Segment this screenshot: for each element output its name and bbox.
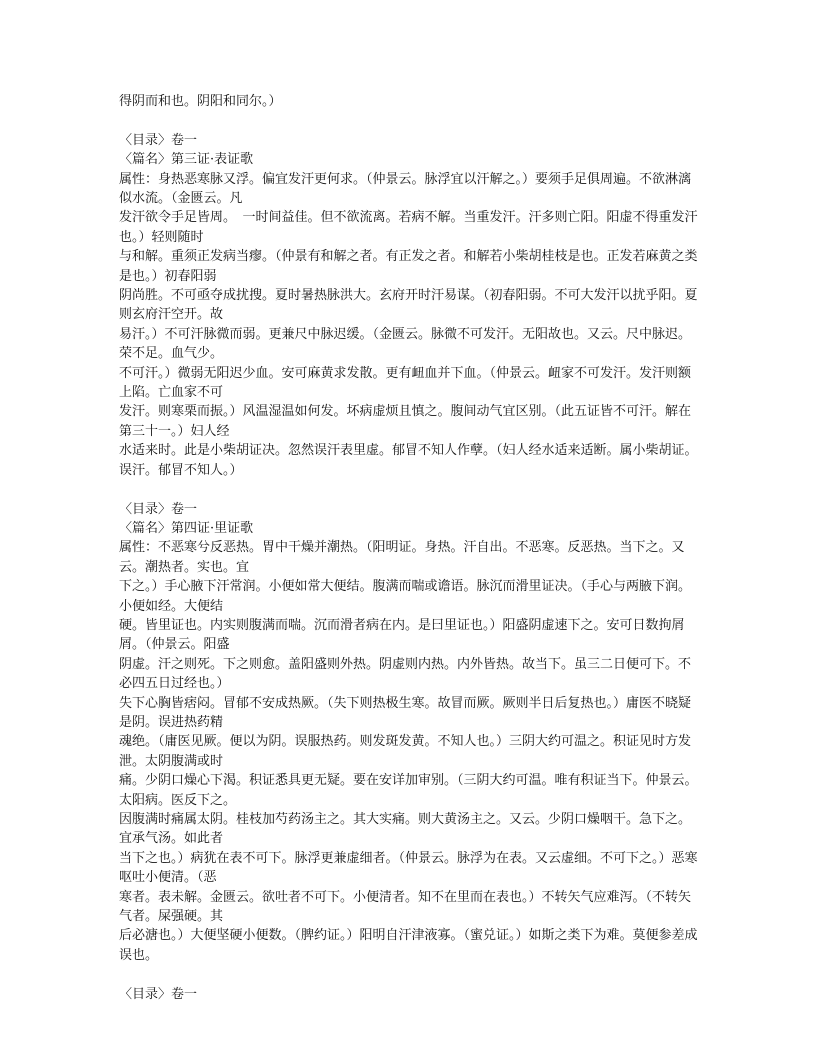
text-line: 得阴而和也。阴阳和同尔。） xyxy=(119,94,282,109)
document-page xyxy=(119,92,701,1004)
text-line: 后必溏也。）大便坚硬小便数。（脾约证。）阳明自汗津液寡。（蜜兑证。）如斯之类下为难。莫便参差成误也。 xyxy=(119,928,698,963)
text-line: 当下之也。）病犹在表不可下。脉浮更兼虚细者。（仲景云。脉浮为在表。又云虚细。不可下之。）恶寒呕吐小便清。（恶 xyxy=(119,850,698,886)
text-line: 痛。少阴口燥心下渴。积证悉具更无疑。要在安详加审别。（三阴大约可温。唯有积证当下。仲景云。太阳病。医反下之。 xyxy=(119,773,698,808)
text-line: 发汗。则寒栗而振。）风温湿温如何发。坏病虚烦且慎之。腹间动气宜区别。（此五证皆不可汗。解在第三十一。）妇人经 xyxy=(119,404,692,439)
text-line: 发汗欲令手足皆周。 一时间益佳。但不欲流离。若病不解。当重发汗。汗多则亡阳。阳虚不得重发汗也。）轻则随时 xyxy=(119,210,698,245)
text-line: 水适来时。此是小柴胡证决。忽然误汗表里虚。郁冒不知人作孽。（妇人经水适来适断。属小柴胡证。误汗。郁冒不知人。） xyxy=(119,443,698,478)
blank-line xyxy=(119,111,701,130)
catalog-heading: 〈目录〉卷一 xyxy=(119,986,198,1002)
text-line: 寒者。表未解。金匮云。欲吐者不可下。小便清者。知不在里而在表也。）不转矢气应难泻。（不转矢气者。屎强硬。其 xyxy=(119,889,692,925)
blank-line xyxy=(119,480,701,499)
chapter-title: 〈篇名〉第四证·里证歌 xyxy=(119,520,254,536)
text-line: 阴虚。汗之则死。下之则愈。盖阳盛则外热。阴虚则内热。内外皆热。故当下。虽三二日便可下。不必四五日过经也。） xyxy=(119,656,692,692)
text-line: 失下心胸皆痞闷。冒郁不安成热厥。（失下则热极生寒。故冒而厥。厥则半日后复热也。）庸医不晓疑是阴。误进热药精 xyxy=(119,695,692,730)
text-line: 阴尚胜。不可亟夺成扰搜。夏时暑热脉洪大。玄府开时汗易谋。（初春阳弱。不可大发汗以扰乎阳。夏则玄府汗空开。故 xyxy=(119,288,698,323)
chapter-title: 〈篇名〉第三证·表证歌 xyxy=(119,152,254,168)
text-line: 与和解。重须正发病当瘳。（仲景有和解之者。有正发之者。和解若小柴胡桂枝是也。正发若麻黄之类是也。）初春阳弱 xyxy=(119,249,698,284)
text-line: 不可汗。）微弱无阳迟少血。安可麻黄求发散。更有衄血并下血。（仲景云。衄家不可发汗。发汗则额上陷。亡血家不可 xyxy=(119,365,692,401)
catalog-heading: 〈目录〉卷一 xyxy=(119,501,198,517)
blank-line xyxy=(119,965,701,984)
text-line: 易汗。）不可汗脉微而弱。更兼尺中脉迟缓。（金匮云。脉微不可发汗。无阳故也。又云。尺中脉迟。荣不足。血气少。 xyxy=(119,326,692,362)
text-line: 属性：身热恶寒脉又浮。偏宜发汗更何求。（仲景云。脉浮宜以汗解之。）要须手足俱周遍。不欲淋漓似水流。（金匮云。凡 xyxy=(119,171,692,207)
catalog-heading: 〈目录〉卷一 xyxy=(119,132,198,148)
text-line: 下之。）手心腋下汗常润。小便如常大便结。腹满而喘或谵语。脉沉而滑里证决。（手心与两腋下润。小便如经。大便结 xyxy=(119,579,692,614)
text-line: 魂绝。（庸医见厥。便以为阴。误服热药。则发斑发黄。不知人也。）三阴大约可温之。积证见时方发泄。太阴腹满或时 xyxy=(119,734,692,769)
text-line: 属性：不恶寒兮反恶热。胃中干燥并潮热。（阳明证。身热。汗自出。不恶寒。反恶热。当下之。又云。潮热者。实也。宜 xyxy=(119,540,685,575)
text-line: 因腹满时痛属太阴。桂枝加芍药汤主之。其大实痛。则大黄汤主之。又云。少阴口燥咽干。急下之。宜承气汤。如此者 xyxy=(119,812,692,847)
text-line: 硬。皆里证也。内实则腹满而喘。沉而滑者病在内。是曰里证也。）阳盛阴虚速下之。安可日数拘屑屑。（仲景云。阳盛 xyxy=(119,617,685,653)
